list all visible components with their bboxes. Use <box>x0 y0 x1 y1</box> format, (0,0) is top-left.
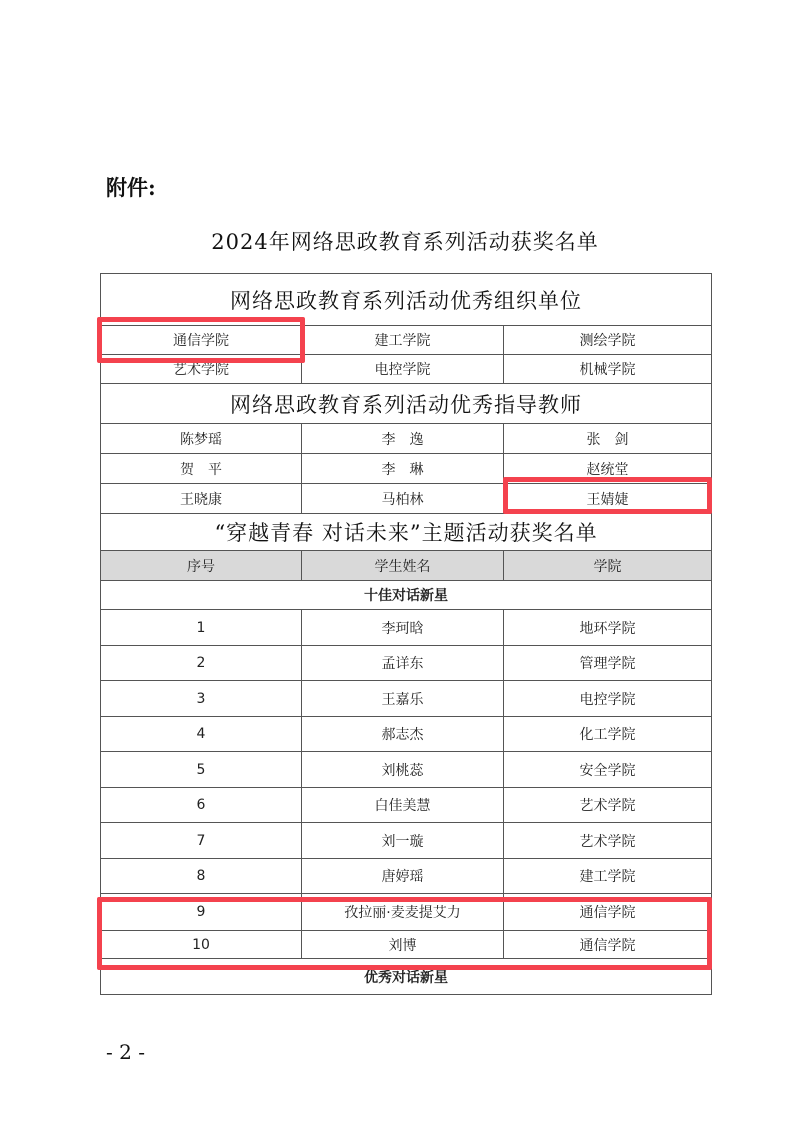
index-cell: 8 <box>101 859 302 894</box>
highlight-box-teacher <box>503 477 712 514</box>
org-cell: 艺术学院 <box>101 355 302 384</box>
org-cell: 电控学院 <box>302 355 504 384</box>
teacher-cell: 马柏林 <box>302 484 504 514</box>
table-row <box>101 823 712 859</box>
college-cell: 艺术学院 <box>504 788 712 823</box>
student-cell: 王嘉乐 <box>302 681 504 717</box>
college-cell: 通信学院 <box>504 894 712 931</box>
teacher-cell: 李 逸 <box>302 424 504 454</box>
org-cell: 通信学院 <box>101 326 302 355</box>
section-header-row <box>101 514 712 551</box>
college-cell: 电控学院 <box>504 681 712 717</box>
group-title-top-ten: 十佳对话新星 <box>101 581 712 610</box>
index-cell: 7 <box>101 823 302 859</box>
index-cell: 1 <box>101 610 302 646</box>
college-cell: 安全学院 <box>504 752 712 788</box>
highlight-box-org <box>97 317 305 363</box>
student-cell: 孜拉丽·麦麦提艾力 <box>302 894 504 931</box>
section-title-teachers: 网络思政教育系列活动优秀指导教师 <box>101 384 712 424</box>
student-cell: 郝志杰 <box>302 717 504 752</box>
student-cell: 李珂晗 <box>302 610 504 646</box>
column-header-student: 学生姓名 <box>302 551 504 581</box>
teacher-cell: 赵统堂 <box>504 454 712 484</box>
org-cell: 测绘学院 <box>504 326 712 355</box>
group-row <box>101 581 712 610</box>
table-row <box>101 717 712 752</box>
column-header-row <box>101 551 712 581</box>
college-cell: 通信学院 <box>504 931 712 959</box>
teacher-cell: 张 剑 <box>504 424 712 454</box>
section-header-row <box>101 384 712 424</box>
index-cell: 2 <box>101 646 302 681</box>
column-header-college: 学院 <box>504 551 712 581</box>
index-cell: 6 <box>101 788 302 823</box>
attachment-label: 附件: <box>106 175 156 200</box>
section-title-organizations: 网络思政教育系列活动优秀组织单位 <box>101 274 712 326</box>
page-number: - 2 - <box>106 1040 145 1064</box>
table-row <box>101 610 712 646</box>
section-title-winners: “穿越青春 对话未来”主题活动获奖名单 <box>101 514 712 551</box>
college-cell: 化工学院 <box>504 717 712 752</box>
org-cell: 机械学院 <box>504 355 712 384</box>
table-row <box>101 424 712 454</box>
student-cell: 刘桃蕊 <box>302 752 504 788</box>
index-cell: 3 <box>101 681 302 717</box>
college-cell: 建工学院 <box>504 859 712 894</box>
index-cell: 5 <box>101 752 302 788</box>
teacher-cell: 贺 平 <box>101 454 302 484</box>
group-title-excellent: 优秀对话新星 <box>101 959 712 995</box>
teacher-cell: 王婧婕 <box>504 484 712 514</box>
student-cell: 白佳美慧 <box>302 788 504 823</box>
student-cell: 唐婷瑶 <box>302 859 504 894</box>
college-cell: 管理学院 <box>504 646 712 681</box>
table-row <box>101 859 712 894</box>
index-cell: 9 <box>101 894 302 931</box>
document-title: 2024年网络思政教育系列活动获奖名单 <box>211 230 599 254</box>
index-cell: 10 <box>101 931 302 959</box>
teacher-cell: 李 琳 <box>302 454 504 484</box>
column-header-index: 序号 <box>101 551 302 581</box>
org-cell: 建工学院 <box>302 326 504 355</box>
college-cell: 艺术学院 <box>504 823 712 859</box>
index-cell: 4 <box>101 717 302 752</box>
table-row <box>101 646 712 681</box>
teacher-cell: 王晓康 <box>101 484 302 514</box>
award-table <box>100 273 712 995</box>
table-row <box>101 788 712 823</box>
table-row <box>101 681 712 717</box>
teacher-cell: 陈梦瑶 <box>101 424 302 454</box>
highlight-box-students <box>97 897 712 970</box>
student-cell: 刘一璇 <box>302 823 504 859</box>
student-cell: 孟详东 <box>302 646 504 681</box>
student-cell: 刘博 <box>302 931 504 959</box>
table-row <box>101 752 712 788</box>
college-cell: 地环学院 <box>504 610 712 646</box>
